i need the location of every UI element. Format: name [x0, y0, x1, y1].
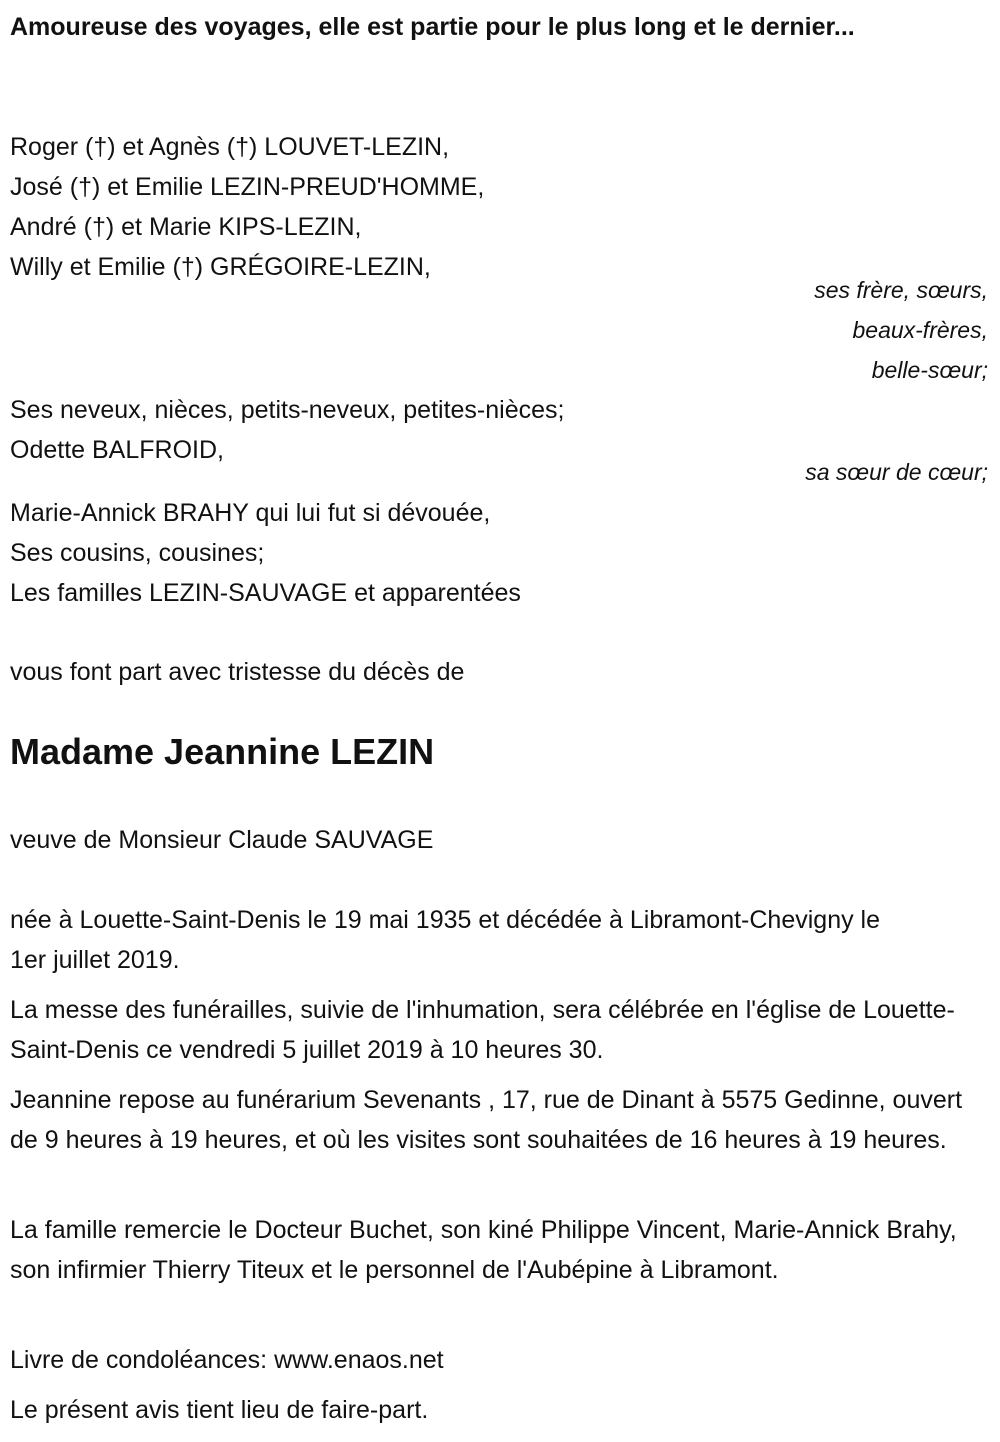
announcement: vous font part avec tristesse du décès de	[10, 658, 465, 686]
deceased-name: Madame Jeannine LEZIN	[10, 731, 435, 772]
family-member: André (†) et Marie KIPS-LEZIN,	[10, 213, 362, 241]
relation-line: ses frère, sœurs,	[814, 277, 988, 303]
relative: Ses neveux, nièces, petits-neveux, petites-nièces;	[10, 396, 565, 424]
relation-line: beaux-frères,	[852, 317, 988, 343]
thanks-paragraph: La famille remercie le Docteur Buchet, son kiné Philippe Vincent, Marie-Annick Brahy, son infirmier Thierry Titeux et le personnel de l'Aubépine à Libramont.	[10, 1216, 957, 1284]
funeral-paragraph: La messe des funérailles, suivie de l'inhumation, sera célébrée en l'église de Louette-Saint-Denis ce vendredi 5 juillet 2019 à 10 heures 30.	[10, 996, 955, 1064]
notice-paragraph: Le présent avis tient lieu de faire-part.	[10, 1396, 429, 1424]
funerarium-paragraph: Jeannine repose au funérarium Sevenants , 17, rue de Dinant à 5575 Gedinne, ouvert de 9 heures à 19 heures, et où les visites sont souhaitées de 16 heures à 19 heures.	[10, 1086, 963, 1154]
birth-death-paragraph: née à Louette-Saint-Denis le 19 mai 1935 et décédée à Libramont-Chevigny le 1er juillet 2019.	[10, 906, 880, 974]
family-member: José (†) et Emilie LEZIN-PREUD'HOMME,	[10, 173, 485, 201]
others-list	[10, 493, 990, 613]
odette-relation: sa sœur de cœur;	[805, 459, 988, 485]
relation-line: belle-sœur;	[871, 357, 988, 383]
widow-of: veuve de Monsieur Claude SAUVAGE	[10, 826, 434, 854]
family-member: Roger (†) et Agnès (†) LOUVET-LEZIN,	[10, 133, 450, 161]
relative: Les familles LEZIN-SAUVAGE et apparentées	[10, 579, 521, 607]
relative: Marie-Annick BRAHY qui lui fut si dévouée,	[10, 499, 491, 527]
family-member: Willy et Emilie (†) GRÉGOIRE-LEZIN,	[10, 253, 431, 281]
intro-text: Amoureuse des voyages, elle est partie pour le plus long et le dernier...	[10, 13, 855, 41]
family-relation	[814, 270, 988, 390]
relative: Odette BALFROID,	[10, 436, 224, 464]
family-list	[10, 127, 990, 287]
condolences-paragraph: Livre de condoléances: www.enaos.net	[10, 1346, 444, 1374]
relative: Ses cousins, cousines;	[10, 539, 265, 567]
